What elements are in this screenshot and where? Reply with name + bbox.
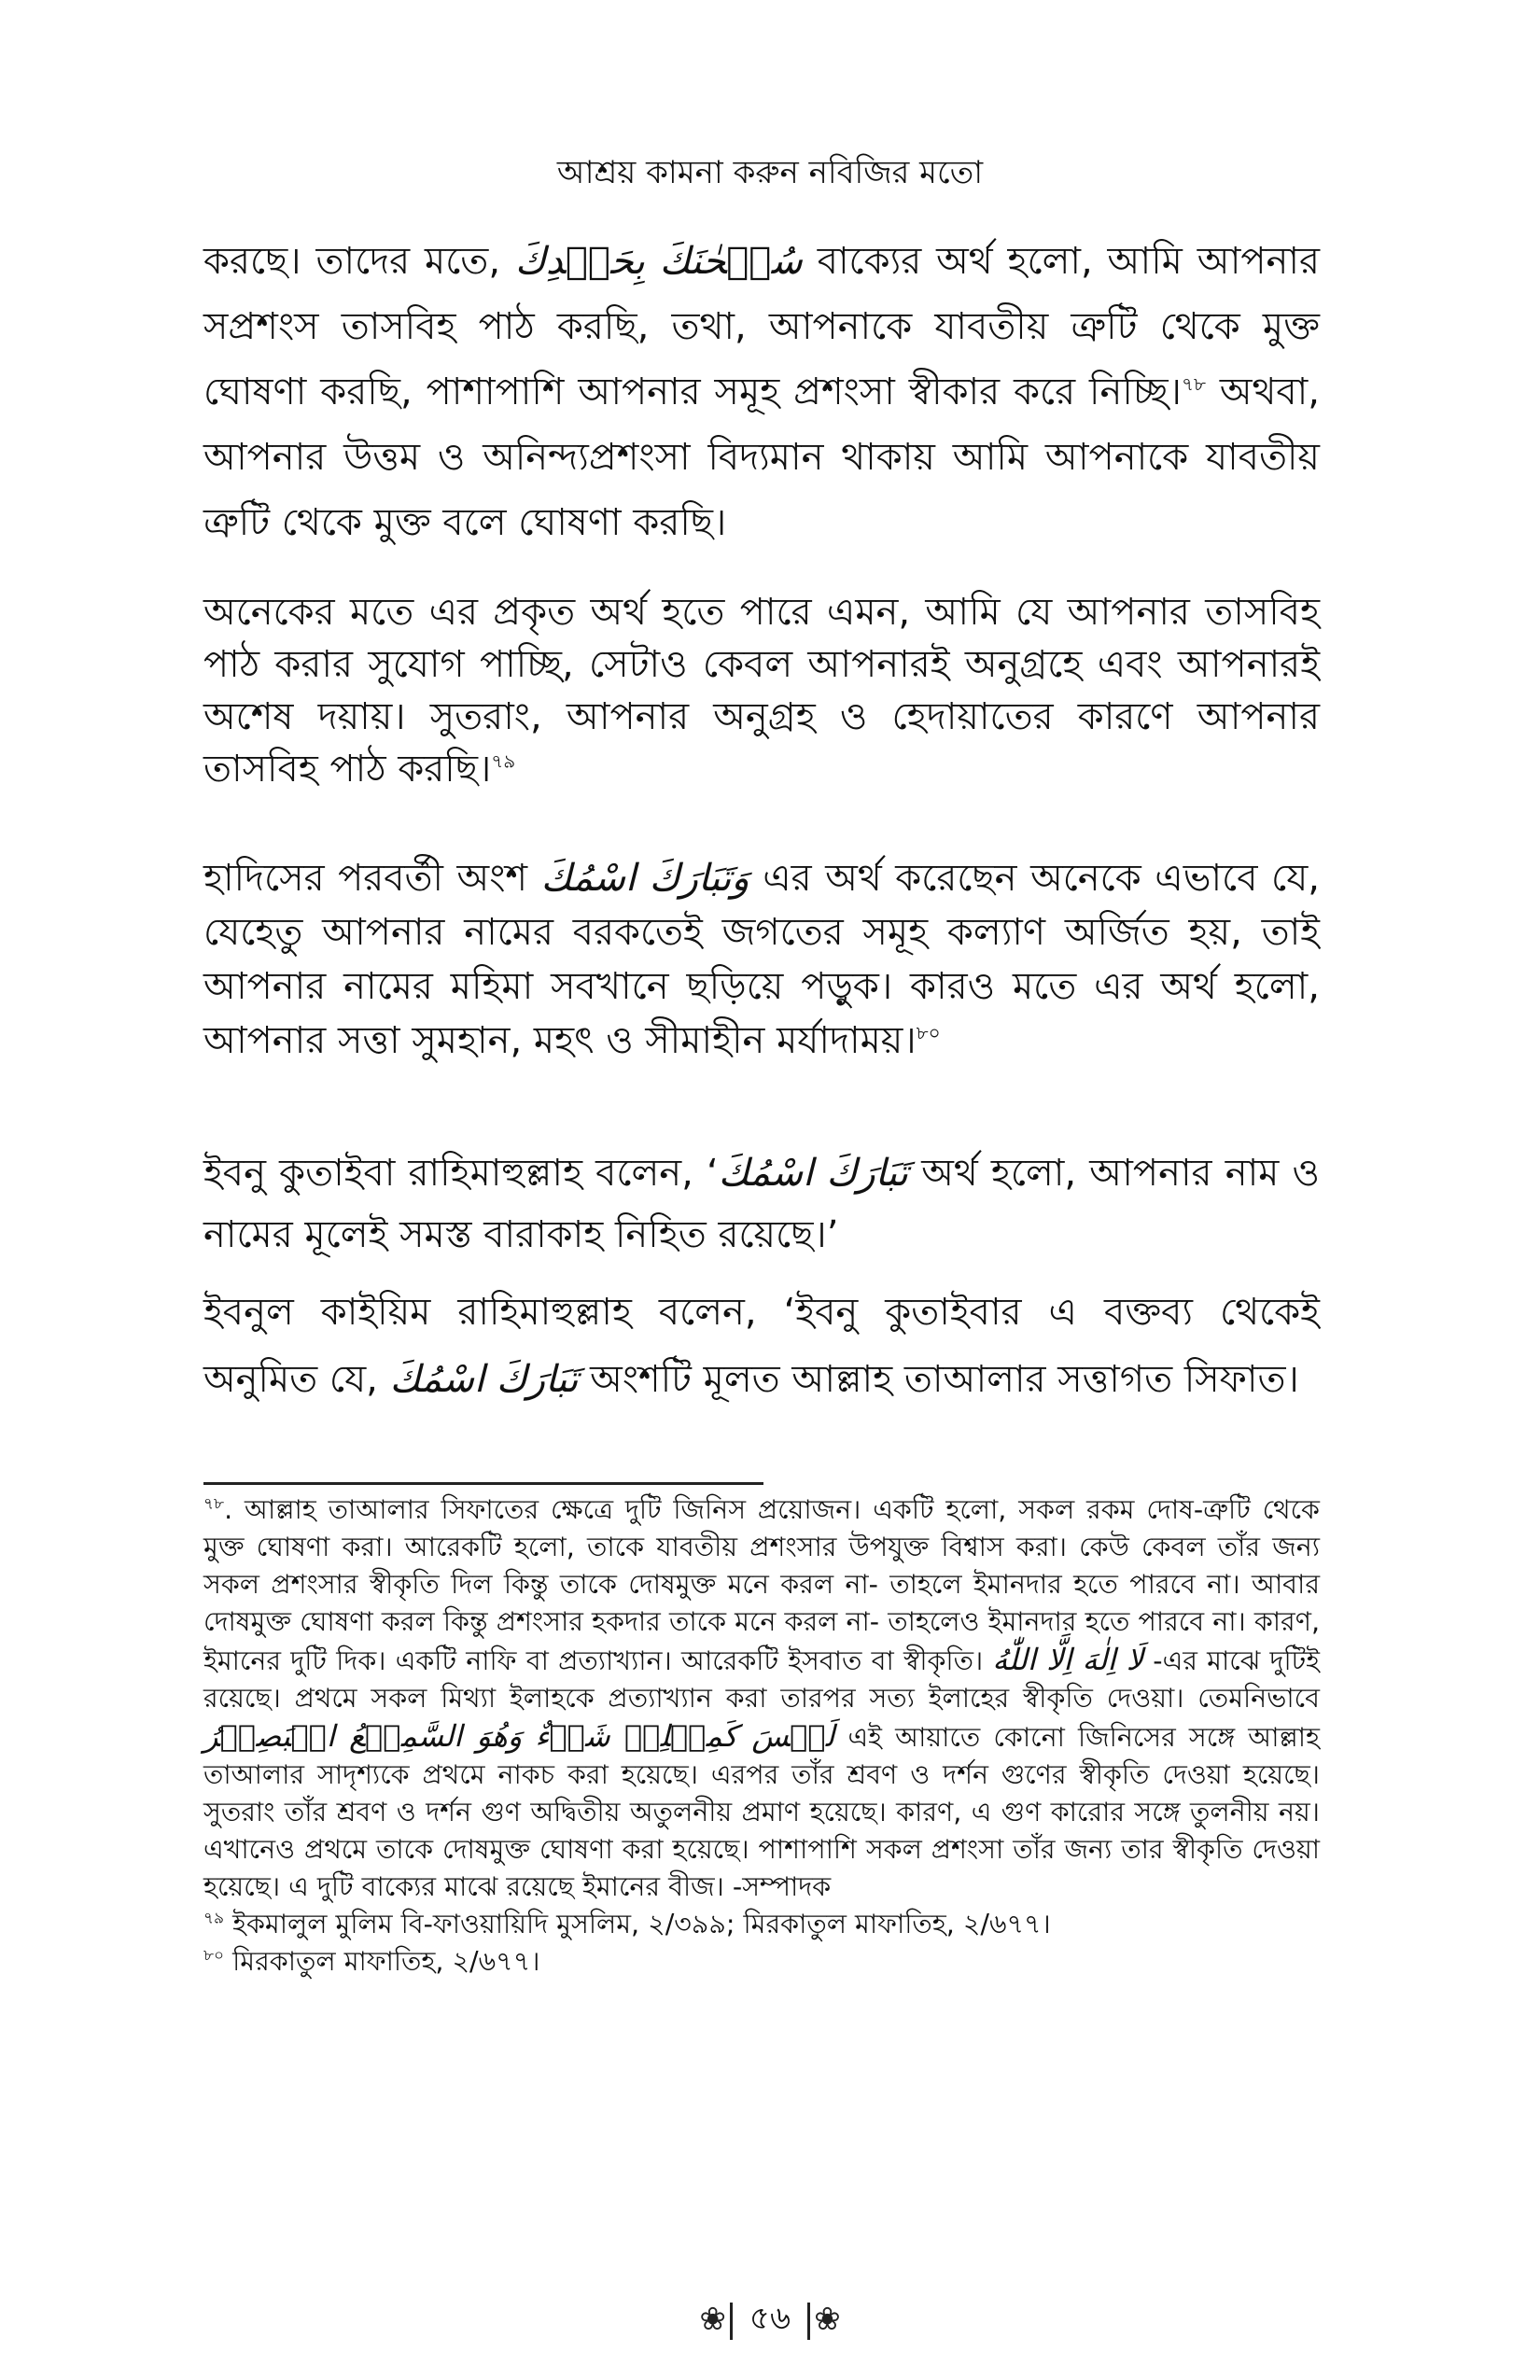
- page-number-block: [0, 2294, 1540, 2347]
- running-header: আশ্রয় কামনা করুন নবিজির মতো: [556, 154, 984, 191]
- footnotes: [203, 1491, 1320, 1981]
- paragraph-2: [203, 586, 1320, 795]
- arabic-phrase: لَيۡسَ كَمِثۡلِهٖ شَيۡءٌ: [535, 1718, 835, 1754]
- text: . আল্লাহ তাআলার সিফাতের ক্ষেত্রে দুটি জিনিস প্রয়োজন। একটি হলো, সকল রকম দোষ-ত্রুটি থেকে মুক্ত ঘোষণা করা। আরেকটি হলো, তাকে যাবতীয় প্রশংসার উপযুক্ত বিশ্বাস করা। কেউ কেবল তাঁর জন্য সকল প্রশংসার স্বীকৃতি দিল কিন্তু তাকে দোষমুক্ত মনে করল না- তাহলে ইমানদার হতে পারবে না। আবার দোষমুক্ত ঘোষণা করল কিন্তু প্রশংসার হকদার তাকে মনে করল না- তাহলেও ইমানদার হতে পারবে না। কারণ, ইমানের দুটি দিক। একটি নাফি বা প্রত্যাখ্যান। আরেকটি ইসবাত বা স্বীকৃতি।: [203, 1494, 1320, 1676]
- text: অর্থ হলো, আপনার নাম ও নামের মূলেই সমস্ত বারাকাহ নিহিত রয়েছে।’: [203, 1152, 1320, 1256]
- footnote-80: [203, 1943, 1320, 1981]
- arabic-phrase: تَبَارَكَ اسْمُكَ: [718, 1152, 909, 1195]
- text: এই আয়াতে কোনো জিনিসের সঙ্গে আল্লাহ তাআলার সাদৃশ্যকে প্রথমে নাকচ করা হয়েছে। এরপর তাঁর শ্রবণ ও দর্শন গুণের স্বীকৃতি দেওয়া হয়েছে। সুতরাং তাঁর শ্রবণ ও দর্শন গুণ অদ্বিতীয় অতুলনীয় প্রমাণ হয়েছে। কারণ, এ গুণ কারোর সঙ্গে তুলনীয় নয়। এখানেও প্রথমে তাকে দোষমুক্ত ঘোষণা করা হয়েছে। পাশাপাশি সকল প্রশংসা তাঁর জন্য তার স্বীকৃতি দেওয়া হয়েছে। এ দুটি বাক্যের মাঝে রয়েছে ইমানের বীজ। -সম্পাদক: [203, 1722, 1321, 1902]
- text: মিরকাতুল মাফাতিহ, ২/৬৭৭।: [224, 1946, 540, 1977]
- text: -এর মাঝে দুটিই রয়েছে। প্রথমে সকল মিথ্যা ইলাহকে প্রত্যাখ্যান করা তারপর সত্য ইলাহের স্বীকৃতি দেওয়া। তেমনিভাবে: [203, 1645, 1321, 1714]
- divider: [807, 2303, 810, 2340]
- page-number: ৫৬: [749, 2300, 791, 2337]
- ornament-right-icon: ❀: [814, 2301, 841, 2338]
- arabic-phrase: تَبَارَكَ اسْمُكَ: [389, 1358, 579, 1401]
- footnote-divider: [203, 1482, 763, 1485]
- text: এর অর্থ করেছেন অনেকে এভাবে যে, যেহেতু আপনার নামের বরকতেই জগতের সমূহ কল্যাণ অর্জিত হয়, তাই আপনার নামের মহিমা সবখানে ছড়িয়ে পড়ুক। কারও মতে এর অর্থ হলো, আপনার সত্তা সুমহান, মহৎ ও সীমাহীন মর্যাদাময়।: [203, 857, 1320, 1062]
- footnote-mark: ৭৮: [203, 1494, 225, 1514]
- footnote-78: [203, 1491, 1320, 1906]
- text: বাক্যের অর্থ হলো, আমি আপনার সপ্রশংস তাসবিহ পাঠ করছি, তথা, আপনাকে যাবতীয় ত্রুটি থেকে মুক্ত ঘোষণা করছি, পাশাপাশি আপনার সমূহ প্রশংসা স্বীকার করে নিচ্ছি।: [203, 240, 1321, 413]
- arabic-phrase: وَهُوَ السَّمِيۡعُ الۡبَصِيۡرُ: [203, 1718, 523, 1754]
- arabic-phrase: وَتَبَارَكَ اسْمُكَ: [540, 857, 749, 900]
- paragraph-3: [203, 851, 1320, 1068]
- text: হাদিসের পরবর্তী অংশ: [203, 857, 541, 900]
- divider: [730, 2303, 733, 2340]
- text: করছে। তাদের মতে,: [203, 240, 515, 283]
- footnote-mark: ৭৯: [203, 1909, 225, 1928]
- footnote-mark: ৮০: [203, 1946, 225, 1966]
- text: [522, 1722, 535, 1753]
- paragraph-1: [203, 229, 1320, 555]
- paragraph-4: [203, 1142, 1320, 1266]
- arabic-phrase: سُبۡحٰنَكَ بِحَمۡدِكَ: [514, 240, 803, 283]
- text: ইবনু কুতাইবা রাহিমাহুল্লাহ বলেন, ‘: [203, 1152, 719, 1195]
- footnote-ref-78[interactable]: ৭৮: [1181, 372, 1206, 396]
- footnote-ref-79[interactable]: ৭৯: [491, 749, 516, 773]
- arabic-phrase: لَا اِلٰهَ اِلَّا اللّٰهُ: [992, 1642, 1144, 1677]
- paragraph-5: [203, 1279, 1320, 1413]
- footnote-ref-80[interactable]: ৮০: [916, 1021, 941, 1044]
- text: অনেকের মতে এর প্রকৃত অর্থ হতে পারে এমন, আমি যে আপনার তাসবিহ পাঠ করার সুযোগ পাচ্ছি, সেটাও কেবল আপনারই অনুগ্রহে এবং আপনারই অশেষ দয়ায়। সুতরাং, আপনার অনুগ্রহ ও হেদায়াতের কারণে আপনার তাসবিহ পাঠ করছি।: [203, 591, 1320, 791]
- text: ইবনুল কাইয়িম রাহিমাহুল্লাহ বলেন, ‘ইবনু কুতাইবার এ বক্তব্য থেকেই অনুমিত যে,: [203, 1291, 1320, 1401]
- ornament-left-icon: ❀: [699, 2301, 726, 2338]
- text: অংশটি মূলত আল্লাহ তাআলার সত্তাগত সিফাত।: [578, 1358, 1299, 1401]
- footnote-79: [203, 1906, 1320, 1943]
- text: অথবা, আপনার উত্তম ও অনিন্দ্যপ্রশংসা বিদ্যমান থাকায় আমি আপনাকে যাবতীয় ত্রুটি থেকে মুক্ত বলে ঘোষণা করছি।: [203, 371, 1320, 544]
- text: ইকমালুল মুলিম বি-ফাওয়ায়িদি মুসলিম, ২/৩৯৯; মিরকাতুল মাফাতিহ, ২/৬৭৭।: [224, 1909, 1051, 1939]
